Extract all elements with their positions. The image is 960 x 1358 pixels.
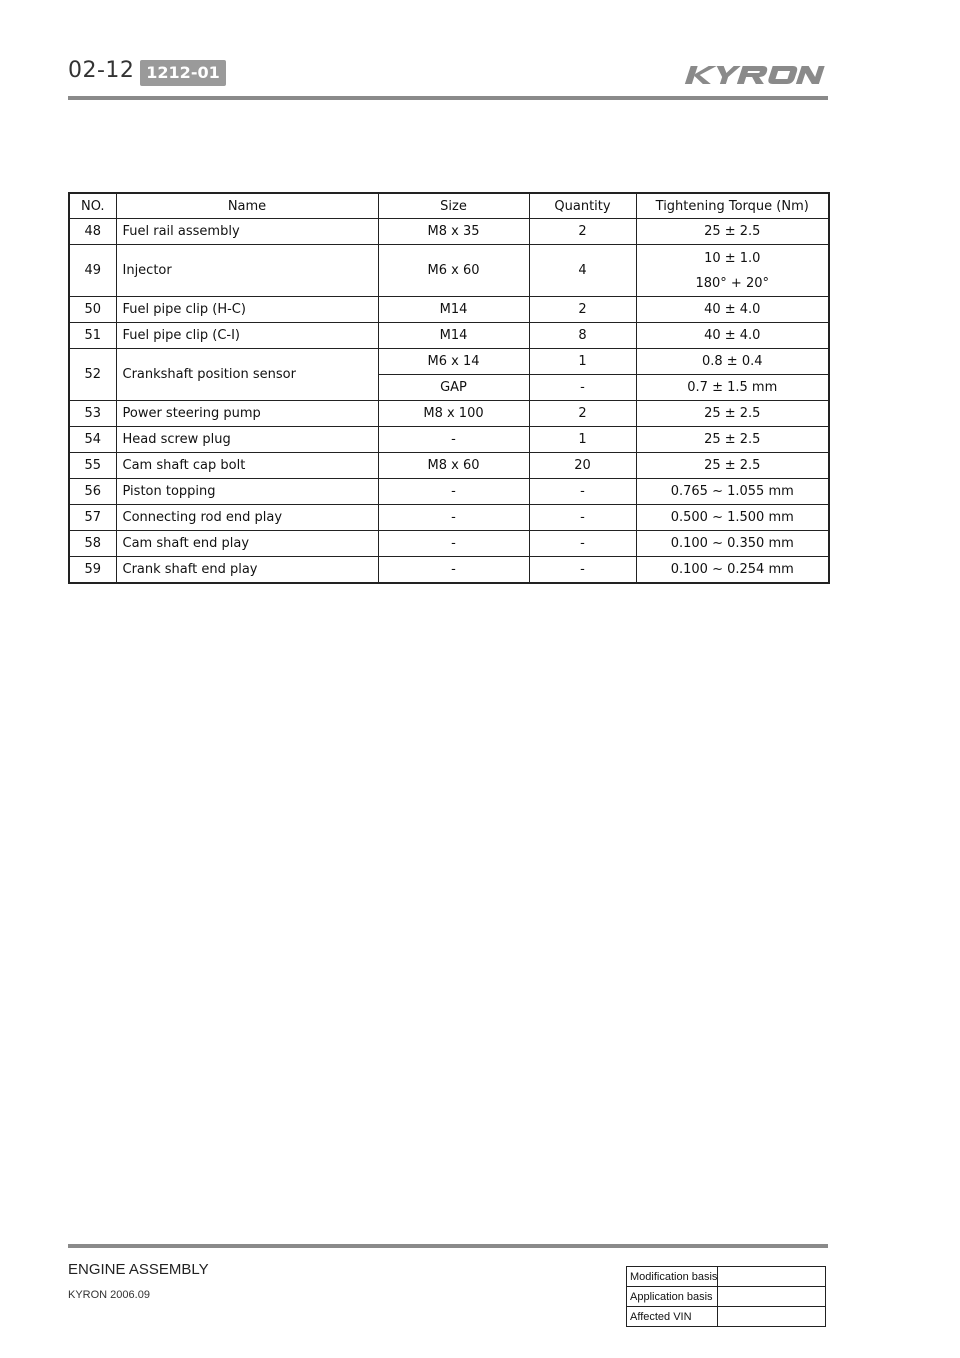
cell-no: 49: [69, 245, 116, 297]
cell-torque: 40 ± 4.0: [636, 297, 829, 323]
affected-vin-value: [718, 1307, 826, 1327]
cell-size: M6 x 14: [378, 349, 529, 375]
column-header-torque: Tightening Torque (Nm): [636, 193, 829, 219]
table-row: [69, 323, 829, 349]
column-header-name: Name: [116, 193, 378, 219]
cell-size: -: [378, 505, 529, 531]
cell-name: Fuel rail assembly: [116, 219, 378, 245]
table-row: [69, 557, 829, 584]
revision-info-box: [626, 1266, 826, 1327]
cell-size: M8 x 35: [378, 219, 529, 245]
cell-no: 54: [69, 427, 116, 453]
section-code-badge: 1212-01: [140, 60, 226, 86]
cell-name: Crank shaft end play: [116, 557, 378, 584]
revision-row: [627, 1287, 826, 1307]
cell-no: 52: [69, 349, 116, 401]
cell-quantity: 2: [529, 401, 636, 427]
column-header-no: NO.: [69, 193, 116, 219]
cell-no: 50: [69, 297, 116, 323]
cell-torque: 0.7 ± 1.5 mm: [636, 375, 829, 401]
footer-section-title: ENGINE ASSEMBLY: [68, 1261, 209, 1278]
cell-quantity: -: [529, 531, 636, 557]
table-row: [69, 349, 829, 375]
cell-no: 53: [69, 401, 116, 427]
cell-no: 57: [69, 505, 116, 531]
cell-quantity: 1: [529, 349, 636, 375]
cell-torque: 0.765 ~ 1.055 mm: [636, 479, 829, 505]
cell-name: Cam shaft end play: [116, 531, 378, 557]
cell-name: Crankshaft position sensor: [116, 349, 378, 401]
cell-torque: 25 ± 2.5: [636, 453, 829, 479]
table-row: [69, 401, 829, 427]
table-row: [69, 453, 829, 479]
page-number: 02-12: [68, 58, 135, 83]
table-row: [69, 531, 829, 557]
column-header-quantity: Quantity: [529, 193, 636, 219]
cell-quantity: 20: [529, 453, 636, 479]
cell-size: M14: [378, 323, 529, 349]
cell-quantity: 4: [529, 245, 636, 297]
cell-torque: 0.100 ~ 0.350 mm: [636, 531, 829, 557]
header-rule: [68, 96, 828, 100]
cell-size: M8 x 100: [378, 401, 529, 427]
footer-rule: [68, 1244, 828, 1248]
torque-spec-table: [68, 192, 830, 584]
cell-size: M8 x 60: [378, 453, 529, 479]
application-basis-value: [718, 1287, 826, 1307]
revision-row: [627, 1307, 826, 1327]
cell-no: 56: [69, 479, 116, 505]
kyron-logo: [680, 62, 828, 88]
footer-model-date: KYRON 2006.09: [68, 1289, 150, 1301]
modification-basis-label: Modification basis: [627, 1267, 718, 1287]
revision-row: [627, 1267, 826, 1287]
cell-name: Connecting rod end play: [116, 505, 378, 531]
cell-no: 58: [69, 531, 116, 557]
cell-name: Power steering pump: [116, 401, 378, 427]
cell-name: Head screw plug: [116, 427, 378, 453]
table-row: [69, 427, 829, 453]
cell-name: Piston topping: [116, 479, 378, 505]
table-row: [69, 297, 829, 323]
table-row: [69, 505, 829, 531]
cell-torque: 0.100 ~ 0.254 mm: [636, 557, 829, 584]
cell-quantity: 2: [529, 297, 636, 323]
cell-size: -: [378, 557, 529, 584]
cell-quantity: 1: [529, 427, 636, 453]
cell-no: 55: [69, 453, 116, 479]
table-header-row: [69, 193, 829, 219]
affected-vin-label: Affected VIN: [627, 1307, 718, 1327]
cell-quantity: -: [529, 505, 636, 531]
column-header-size: Size: [378, 193, 529, 219]
table-row: [69, 245, 829, 297]
cell-size: GAP: [378, 375, 529, 401]
cell-torque: 0.500 ~ 1.500 mm: [636, 505, 829, 531]
cell-no: 59: [69, 557, 116, 584]
modification-basis-value: [718, 1267, 826, 1287]
torque-value-primary: 10 ± 1.0: [704, 250, 761, 266]
cell-size: -: [378, 427, 529, 453]
cell-name: Cam shaft cap bolt: [116, 453, 378, 479]
cell-no: 51: [69, 323, 116, 349]
cell-quantity: -: [529, 557, 636, 584]
cell-name: Injector: [116, 245, 378, 297]
cell-size: M6 x 60: [378, 245, 529, 297]
cell-torque: 25 ± 2.5: [636, 219, 829, 245]
cell-size: -: [378, 479, 529, 505]
cell-quantity: -: [529, 479, 636, 505]
table-row: [69, 479, 829, 505]
cell-quantity: 8: [529, 323, 636, 349]
application-basis-label: Application basis: [627, 1287, 718, 1307]
cell-size: M14: [378, 297, 529, 323]
cell-quantity: 2: [529, 219, 636, 245]
table-row: [69, 219, 829, 245]
cell-size: -: [378, 531, 529, 557]
cell-torque: 0.8 ± 0.4: [636, 349, 829, 375]
cell-torque: 25 ± 2.5: [636, 427, 829, 453]
cell-quantity: -: [529, 375, 636, 401]
cell-torque: [636, 245, 829, 297]
torque-value-angle: 180° + 20°: [695, 275, 769, 291]
cell-torque: 25 ± 2.5: [636, 401, 829, 427]
cell-torque: 40 ± 4.0: [636, 323, 829, 349]
cell-name: Fuel pipe clip (H-C): [116, 297, 378, 323]
cell-no: 48: [69, 219, 116, 245]
cell-name: Fuel pipe clip (C-I): [116, 323, 378, 349]
